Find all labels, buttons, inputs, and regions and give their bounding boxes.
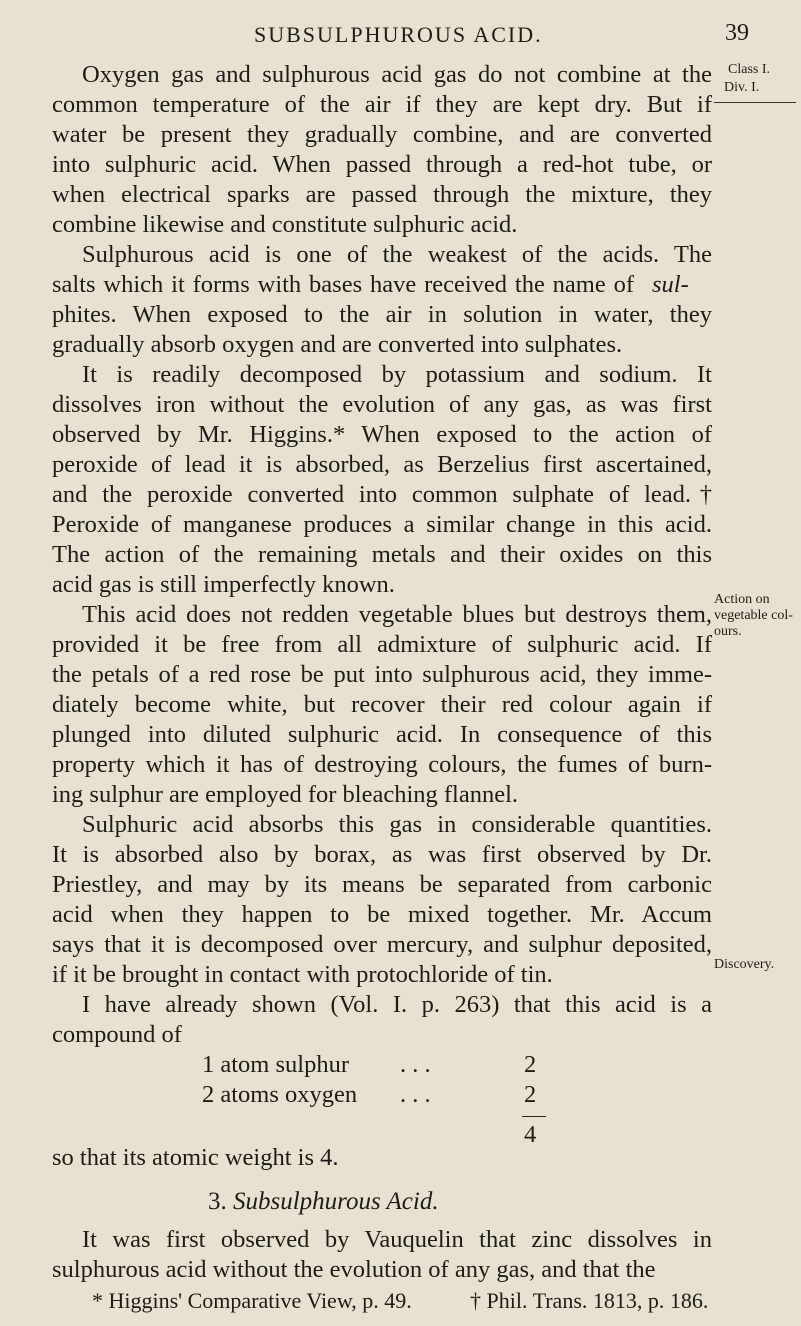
text-line: says that it is decomposed over mercury, and sulphur deposited, <box>52 931 712 958</box>
text-line: The action of the remaining metals and their oxides on this <box>52 541 712 568</box>
text-line: provided it be free from all admixture of sulphuric acid. If <box>52 631 712 658</box>
text-line: peroxide of lead it is absorbed, as Berzelius first ascertained, <box>52 451 712 478</box>
margin-note-action: Action on <box>714 592 770 607</box>
text-line: ing sulphur are employed for bleaching flannel. <box>52 781 519 808</box>
text-line: salts which it forms with bases have received the name of <box>52 271 634 298</box>
text-line: It is readily decomposed by potassium and sodium. It <box>82 361 712 388</box>
text-line: This acid does not redden vegetable blues but destroys them, <box>82 601 712 628</box>
sum-rule <box>522 1116 546 1117</box>
text-line: acid gas is still imperfectly known. <box>52 571 395 598</box>
text-line: observed by Mr. Higgins.* When exposed to the action of <box>52 421 712 448</box>
composition-total: 4 <box>524 1121 537 1148</box>
text-line: dissolves iron without the evolution of any gas, as was first <box>52 391 712 418</box>
running-head: SUBSULPHUROUS ACID. <box>254 22 543 47</box>
margin-note-vegetable: vegetable col- <box>714 608 793 623</box>
text-line: diately become white, but recover their red colour again if <box>52 691 712 718</box>
composition-value: 2 <box>524 1081 537 1108</box>
text-line: acid when they happen to be mixed together. Mr. Accum <box>52 901 712 928</box>
text-line: when electrical sparks are passed through the mixture, they <box>52 181 712 208</box>
margin-note-div: Div. I. <box>724 80 760 95</box>
text-line: Oxygen gas and sulphurous acid gas do not combine at the <box>82 61 712 88</box>
section-title: Subsulphurous Acid. <box>233 1188 439 1215</box>
footnote: * Higgins' Comparative View, p. 49. <box>92 1288 412 1313</box>
composition-value: 2 <box>524 1051 537 1078</box>
margin-note-discovery: Discovery. <box>714 957 775 972</box>
text-line: and the peroxide converted into common sulphate of lead.† <box>52 481 712 508</box>
margin-note-class: Class I. <box>728 62 770 77</box>
text-line: It is absorbed also by borax, as was first observed by Dr. <box>52 841 712 868</box>
text-line: if it be brought in contact with protochloride of tin. <box>52 961 553 988</box>
text-line: plunged into diluted sulphuric acid. In consequence of this <box>52 721 712 748</box>
text-line: water be present they gradually combine, and are converted <box>52 121 712 148</box>
text-line: I have already shown (Vol. I. p. 263) that this acid is a <box>82 991 712 1018</box>
composition-dots: . . . <box>400 1051 431 1078</box>
text-line: Peroxide of manganese produces a similar change in this acid. <box>52 511 712 538</box>
text-line: It was first observed by Vauquelin that zinc dissolves in <box>82 1226 712 1253</box>
text-line: common temperature of the air if they are kept dry. But if <box>52 91 712 118</box>
text-line: compound of <box>52 1021 182 1048</box>
text-line: Sulphurous acid is one of the weakest of the acids. The <box>82 241 712 268</box>
section-heading <box>208 1188 439 1216</box>
margin-rule <box>714 102 796 103</box>
text-line: Priestley, and may by its means be separated from carbonic <box>52 871 712 898</box>
text-line: so that its atomic weight is 4. <box>52 1144 339 1171</box>
footnote: † Phil. Trans. 1813, p. 186. <box>470 1288 709 1313</box>
section-number: 3. <box>208 1188 227 1215</box>
text-line: Sulphuric acid absorbs this gas in considerable quantities. <box>82 811 712 838</box>
composition-dots: . . . <box>400 1081 431 1108</box>
italic-fragment: sul- <box>652 271 689 298</box>
text-line: sulphurous acid without the evolution of any gas, and that the <box>52 1256 656 1283</box>
text-line: combine likewise and constitute sulphuric acid. <box>52 211 518 238</box>
composition-label: 1 atom sulphur <box>202 1051 349 1078</box>
margin-note-colours: ours. <box>714 624 742 639</box>
text-line: gradually absorb oxygen and are converted into sulphates. <box>52 331 623 358</box>
text-line: the petals of a red rose be put into sulphurous acid, they imme- <box>52 661 712 688</box>
text-line: property which it has of destroying colours, the fumes of burn- <box>52 751 712 778</box>
composition-label: 2 atoms oxygen <box>202 1081 358 1108</box>
text-line: phites. When exposed to the air in solution in water, they <box>52 301 712 328</box>
page-number: 39 <box>725 20 749 46</box>
text-line: into sulphuric acid. When passed through a red-hot tube, or <box>52 151 712 178</box>
